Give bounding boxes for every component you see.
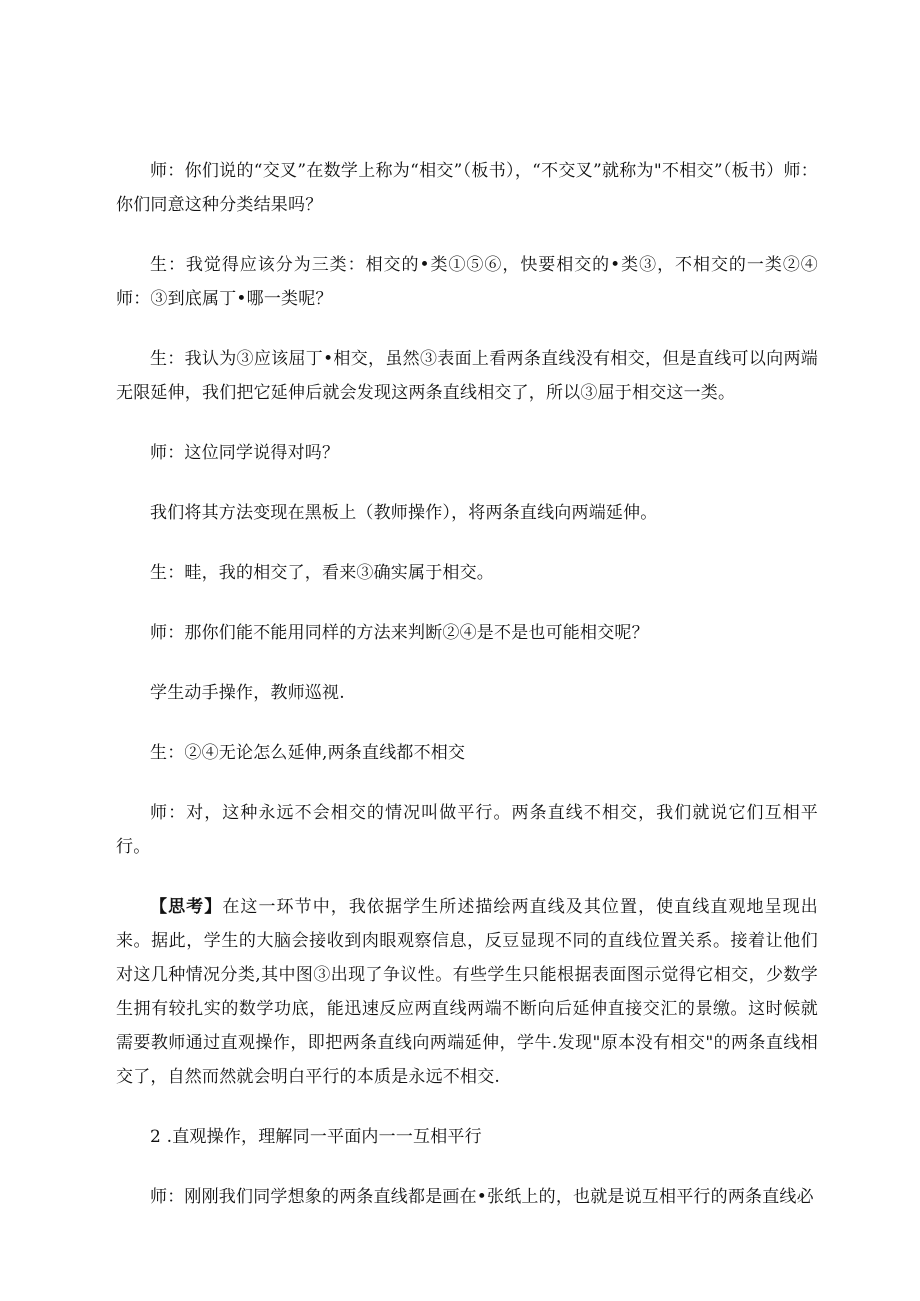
paragraph-text: 学生动手操作，教师巡视. [150, 683, 345, 703]
paragraph [116, 616, 818, 650]
paragraph [116, 154, 818, 222]
document-body [116, 154, 818, 1214]
paragraph [116, 496, 818, 530]
paragraph [116, 796, 818, 864]
paragraph-text: 生：我认为③应该屈丁•相交，虽然③表面上看两条直线没有相交，但是直线可以向两端无限延伸，我们把它延伸后就会发现这两条直线相交了，所以③屈于相交这一类。 [116, 349, 818, 403]
reflection-paragraph [116, 890, 818, 1094]
paragraph-text: 师：那你们能不能用同样的方法来判断②④是不是也可能相交呢？ [150, 623, 649, 643]
paragraph [116, 676, 818, 710]
paragraph-text: 我们将其方法变现在黑板上（教师操作），将两条直线向两端延伸。 [150, 503, 658, 523]
paragraph [116, 1180, 818, 1214]
paragraph-text: 生：我觉得应该分为三类：相交的•类①⑤⑥，快要相交的•类③，不相交的一类②④师：③到底属丁•哪一类呢？ [116, 255, 818, 309]
heading-text: 2 .直观操作，理解同一平面内一一互相平行 [150, 1127, 482, 1147]
reflection-tag: 【思考】 [150, 897, 223, 917]
paragraph [116, 248, 818, 316]
paragraph-text: 生：②④无论怎么延伸,两条直线都不相交 [150, 743, 466, 763]
paragraph-text: 师：对，这种永远不会相交的情况叫做平行。两条直线不相交，我们就说它们互相平行。 [116, 803, 818, 857]
paragraph-text: 师：你们说的“交叉”在数学上称为“相交”（板书），“不交叉”就称为"不相交”（板书）师：你们同意这种分类结果吗？ [116, 161, 818, 215]
paragraph [116, 736, 818, 770]
paragraph-text: 在这一环节中，我依据学生所述描绘两直线及其位置，使直线直观地呈现出来。据此，学生的大脑会接收到肉眼观察信息，反豆显现不同的直线位置关系。接着让他们对这几种情况分类,其中图③出现了争议性。有些学生只能根据表面图示觉得它相交，少数学生拥有较扎实的数学功底，能迅速反应两直线两端不断向后延伸直接交汇的景缴。这时候就需要教师通过直观操作，即把两条直线向两端延伸，学牛.发现"原本没有相交"的两条直线相交了，自然而然就会明白平行的本质是永远不相交. [116, 897, 818, 1087]
paragraph-text: 生：畦，我的相交了，看来③确实属于相交。 [150, 563, 494, 583]
paragraph [116, 556, 818, 590]
section-heading [116, 1120, 818, 1154]
paragraph-text: 师：刚刚我们同学想象的两条直线都是画在•张纸上的，也就是说互相平行的两条直线必 [150, 1187, 814, 1207]
paragraph [116, 436, 818, 470]
paragraph-text: 师：这位同学说得对吗？ [150, 443, 340, 463]
paragraph [116, 342, 818, 410]
